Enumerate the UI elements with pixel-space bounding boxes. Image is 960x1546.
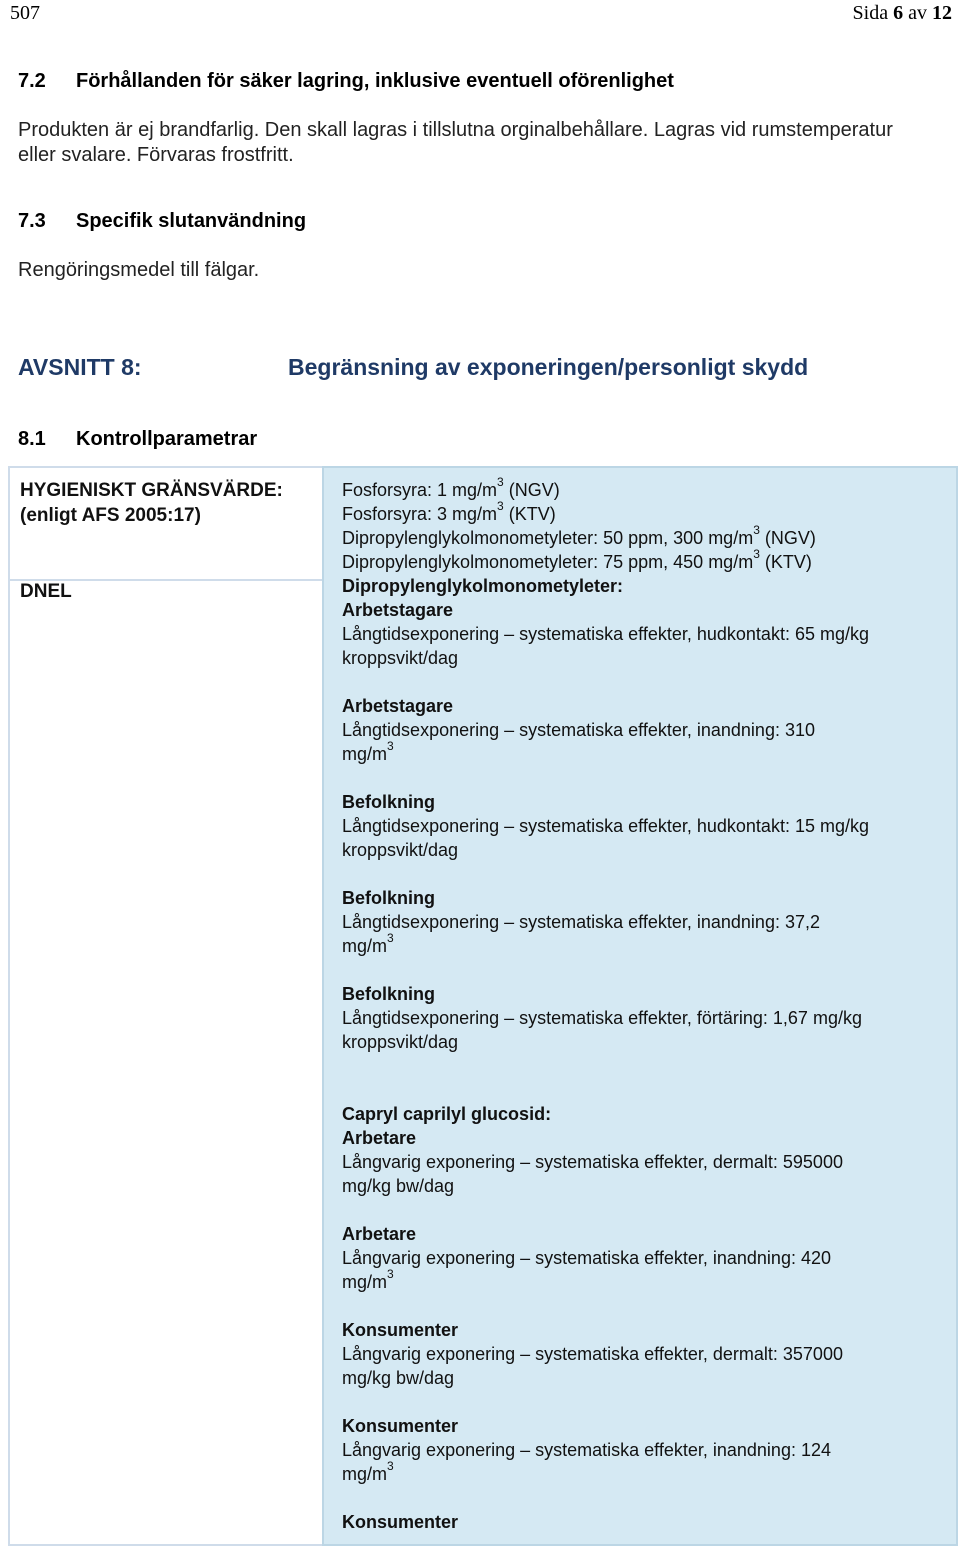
group-label: Befolkning xyxy=(342,984,435,1004)
entry-line: $mg/m^3$ xyxy=(342,931,394,956)
page-indicator: Sida 6 av 12 xyxy=(852,2,952,24)
group-label: Arbetare xyxy=(342,1128,417,1148)
entry-line: Långtidsexponering – systematiska effekter, hudkontakt: 15 mg/kg xyxy=(342,816,869,836)
entry-line: Långtidsexponering – systematiska effekter, hudkontakt: 65 mg/kg xyxy=(342,624,869,644)
limit-line: Dipropylenglykolmonometyleter: 75 ppm, 450 $mg/m^3$ (KTV) xyxy=(342,547,812,572)
group-label: Befolkning xyxy=(342,792,435,812)
section-7-2-heading: 7.2 Förhållanden för säker lagring, inklusive eventuell oförenlighet xyxy=(18,70,674,92)
entry-line: mg/kg bw/dag xyxy=(342,1368,455,1388)
entry-line: Långtidsexponering – systematiska effekter, inandning: 37,2 xyxy=(342,912,820,932)
entry-line: mg/kg bw/dag xyxy=(342,1176,455,1196)
entry-line: $mg/m^3$ xyxy=(342,739,394,764)
section-7-3-heading: 7.3 Specifik slutanvändning xyxy=(18,210,307,232)
group-label: Konsumenter xyxy=(342,1320,459,1340)
entry-line: kroppsvikt/dag xyxy=(342,648,459,668)
limit-line: Fosforsyra: 3 $mg/m^3$ (KTV) xyxy=(342,499,556,524)
group-label: Konsumenter xyxy=(342,1512,459,1532)
group-label: Befolkning xyxy=(342,888,435,908)
entry-line: Långvarig exponering – systematiska effekter, inandning: 420 xyxy=(342,1248,831,1268)
limit-line: Fosforsyra: 1 $mg/m^3$ (NGV) xyxy=(342,475,560,500)
group-label: Arbetstagare xyxy=(342,600,454,620)
entry-line: Långvarig exponering – systematiska effekter, dermalt: 357000 xyxy=(342,1344,843,1364)
entry-line: $mg/m^3$ xyxy=(342,1267,394,1292)
entry-line: kroppsvikt/dag xyxy=(342,1032,459,1052)
section-8-1-heading: 8.1 Kontrollparametrar xyxy=(18,428,258,450)
section-8-label: AVSNITT 8: xyxy=(18,354,142,380)
dnel-label: DNEL xyxy=(20,581,72,602)
entry-line: Långtidsexponering – systematiska effekter, inandning: 310 xyxy=(342,720,815,740)
group-label: Konsumenter xyxy=(342,1416,459,1436)
hygienic-limit-label: HYGIENISKT GRÄNSVÄRDE: (enligt AFS 2005:17) xyxy=(20,480,283,526)
group-label: Arbetare xyxy=(342,1224,417,1244)
entry-line: kroppsvikt/dag xyxy=(342,840,459,860)
table-value-column xyxy=(322,466,958,1546)
table-label-column xyxy=(8,466,322,1546)
document-number: 507 xyxy=(10,2,40,24)
section-8-title: Begränsning av exponeringen/personligt skydd xyxy=(288,354,809,380)
section-7-3-body: Rengöringsmedel till fälgar. xyxy=(18,259,260,281)
substance-heading: Capryl caprilyl glucosid: xyxy=(342,1104,552,1124)
entry-line: Långvarig exponering – systematiska effekter, inandning: 124 xyxy=(342,1440,831,1460)
section-7-2-body: Produkten är ej brandfarlig. Den skall lagras i tillslutna orginalbehållare. Lagras vid rumstemperatur eller svalare. Förvaras frostfritt. xyxy=(18,119,893,166)
table-value-content xyxy=(342,475,954,1534)
entry-line: Långvarig exponering – systematiska effekter, dermalt: 595000 xyxy=(342,1152,843,1172)
limit-line: Dipropylenglykolmonometyleter: 50 ppm, 300 $mg/m^3$ (NGV) xyxy=(342,523,816,548)
entry-line: Långtidsexponering – systematiska effekter, förtäring: 1,67 mg/kg xyxy=(342,1008,862,1028)
substance-heading: Dipropylenglykolmonometyleter: xyxy=(342,576,624,596)
group-label: Arbetstagare xyxy=(342,696,454,716)
entry-line: $mg/m^3$ xyxy=(342,1459,394,1484)
control-parameters-table xyxy=(8,466,958,1546)
page-header xyxy=(0,0,960,30)
